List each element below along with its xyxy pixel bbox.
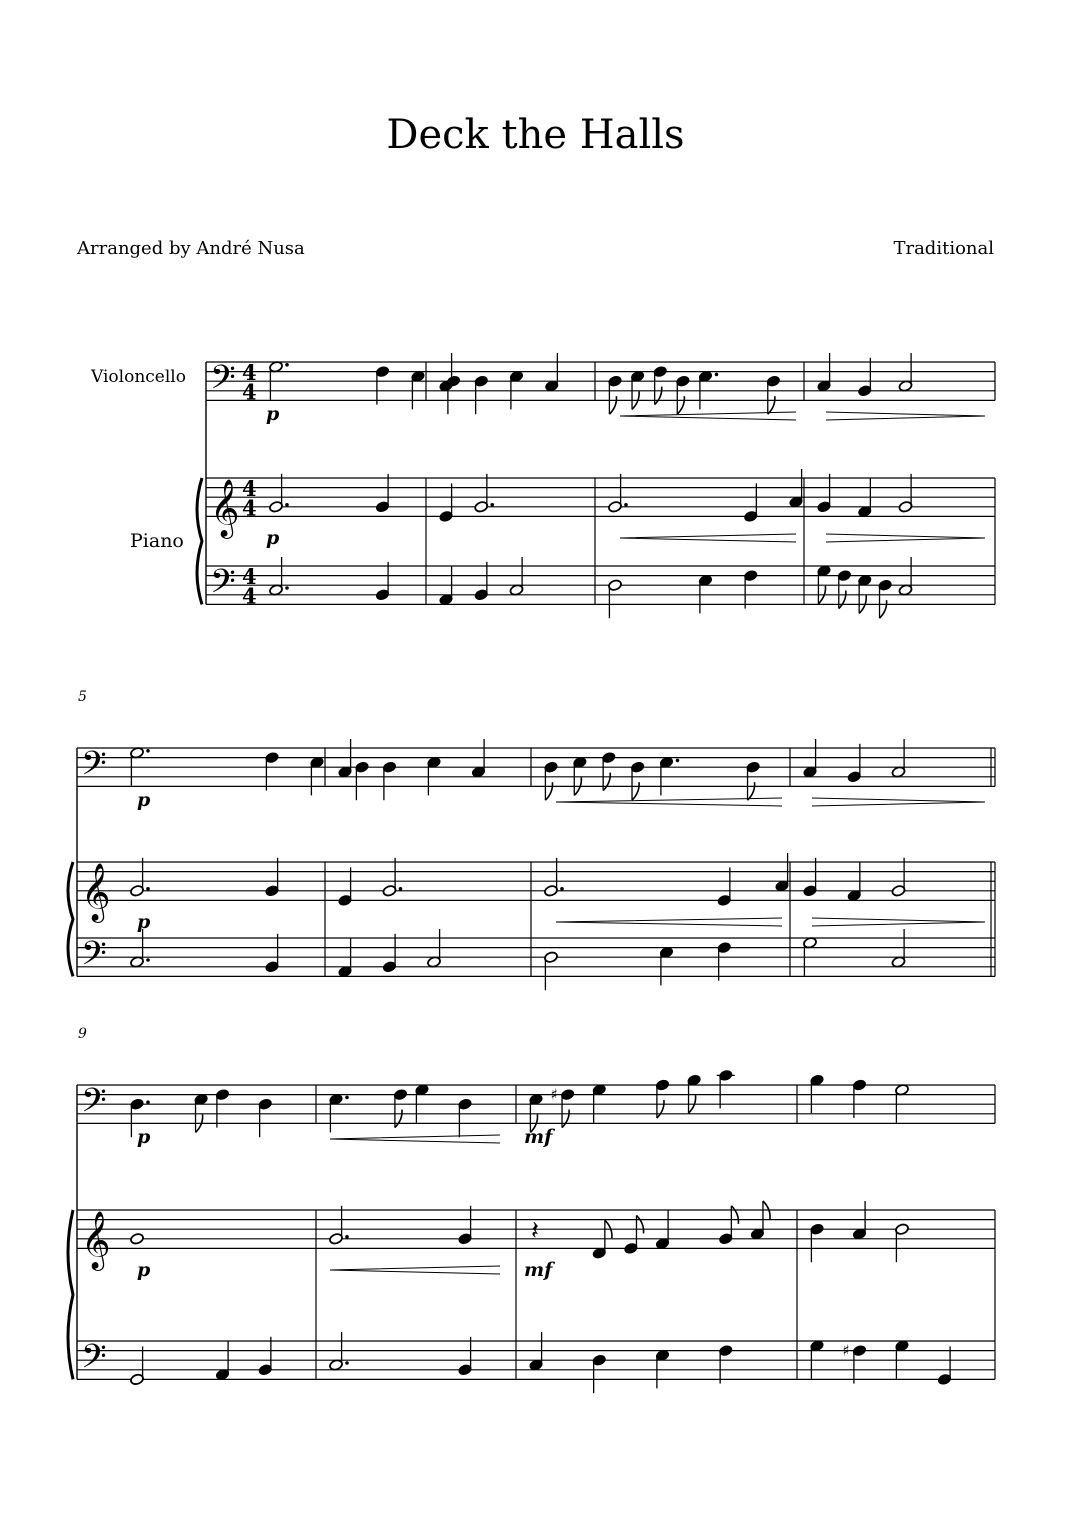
note-flag: [609, 396, 616, 414]
piano-brace-icon: [68, 862, 73, 976]
instrument-label-piano: Piano: [130, 530, 184, 552]
bass-clef-icon: 𝄢: [81, 934, 107, 981]
composer-credit: Traditional: [893, 238, 994, 259]
measure-number: 9: [78, 1026, 87, 1042]
dynamic-marking: p: [266, 527, 280, 549]
crescendo-hairpin: [620, 534, 796, 542]
system-1: [90, 353, 995, 618]
time-signature-bottom: 4: [242, 583, 257, 609]
note-flag: [636, 1215, 643, 1233]
treble-clef-icon: 𝄞: [81, 862, 111, 921]
bass-clef-icon: 𝄢: [81, 744, 107, 791]
time-signature-top: 4: [242, 564, 257, 590]
augmentation-dot: [624, 503, 628, 507]
augmentation-dot: [345, 1235, 349, 1239]
dynamic-marking: p: [137, 789, 151, 811]
piano-brace-icon: [68, 1210, 73, 1379]
note-flag: [395, 1110, 402, 1128]
note-flag: [562, 1110, 569, 1128]
note-flag: [880, 600, 887, 618]
bass-clef-icon: 𝄢: [81, 1081, 107, 1128]
note-flag: [632, 782, 639, 800]
augmentation-dot: [146, 887, 150, 891]
augmentation-dot: [490, 503, 494, 507]
dynamic-marking: p: [137, 1259, 151, 1281]
augmentation-dot: [285, 503, 289, 507]
note-flag: [748, 782, 755, 800]
note-flag: [657, 1100, 664, 1118]
note-flag: [839, 591, 846, 609]
augmentation-dot: [146, 749, 150, 753]
crescendo-hairpin: [330, 1135, 500, 1143]
note-head: [130, 1233, 145, 1246]
dynamic-marking: mf: [524, 1259, 553, 1281]
treble-clef-icon: 𝄞: [81, 1210, 111, 1269]
decrescendo-hairpin: [826, 534, 985, 542]
measure-number: 5: [78, 689, 87, 705]
system-3: [68, 1026, 995, 1393]
decrescendo-hairpin: [826, 412, 985, 420]
decrescendo-hairpin: [812, 918, 985, 926]
augmentation-dot: [560, 887, 564, 891]
note-flag: [768, 396, 775, 414]
dynamic-marking: p: [137, 911, 151, 933]
augmentation-dot: [345, 1361, 349, 1365]
crescendo-hairpin: [330, 1266, 500, 1274]
note-flag: [603, 773, 610, 791]
time-signature-bottom: 4: [242, 379, 257, 405]
bass-clef-icon: 𝄢: [210, 358, 236, 405]
arranger-credit: Arranged by André Nusa: [77, 238, 305, 259]
piano-brace-icon: [197, 478, 202, 604]
quarter-rest: 𝄽: [531, 1215, 539, 1246]
augmentation-dot: [399, 887, 403, 891]
time-signature-top: 4: [242, 360, 257, 386]
time-signature-bottom: 4: [242, 495, 257, 521]
augmentation-dot: [146, 1100, 150, 1104]
augmentation-dot: [676, 759, 680, 763]
time-signature-top: 4: [242, 476, 257, 502]
page-title: Deck the Halls: [386, 112, 685, 158]
decrescendo-hairpin: [812, 798, 985, 806]
note-flag: [677, 396, 684, 414]
dynamic-marking: mf: [524, 1126, 553, 1148]
augmentation-dot: [285, 363, 289, 367]
augmentation-dot: [345, 1096, 349, 1100]
augmentation-dot: [715, 373, 719, 377]
note-flag: [545, 782, 552, 800]
augmentation-dot: [285, 586, 289, 590]
bass-clef-icon: 𝄢: [210, 562, 236, 609]
crescendo-hairpin: [556, 918, 782, 926]
system-2: [68, 689, 995, 990]
dynamic-marking: p: [137, 1126, 151, 1148]
note-flag: [731, 1206, 738, 1224]
accidental-sharp: ♯: [842, 1341, 850, 1360]
instrument-label-cello: Violoncello: [91, 367, 186, 387]
bass-clef-icon: 𝄢: [81, 1337, 107, 1384]
treble-clef-icon: 𝄞: [210, 478, 240, 537]
augmentation-dot: [146, 958, 150, 962]
note-flag: [655, 387, 662, 405]
dynamic-marking: p: [266, 403, 280, 425]
accidental-sharp: ♯: [550, 1085, 558, 1104]
